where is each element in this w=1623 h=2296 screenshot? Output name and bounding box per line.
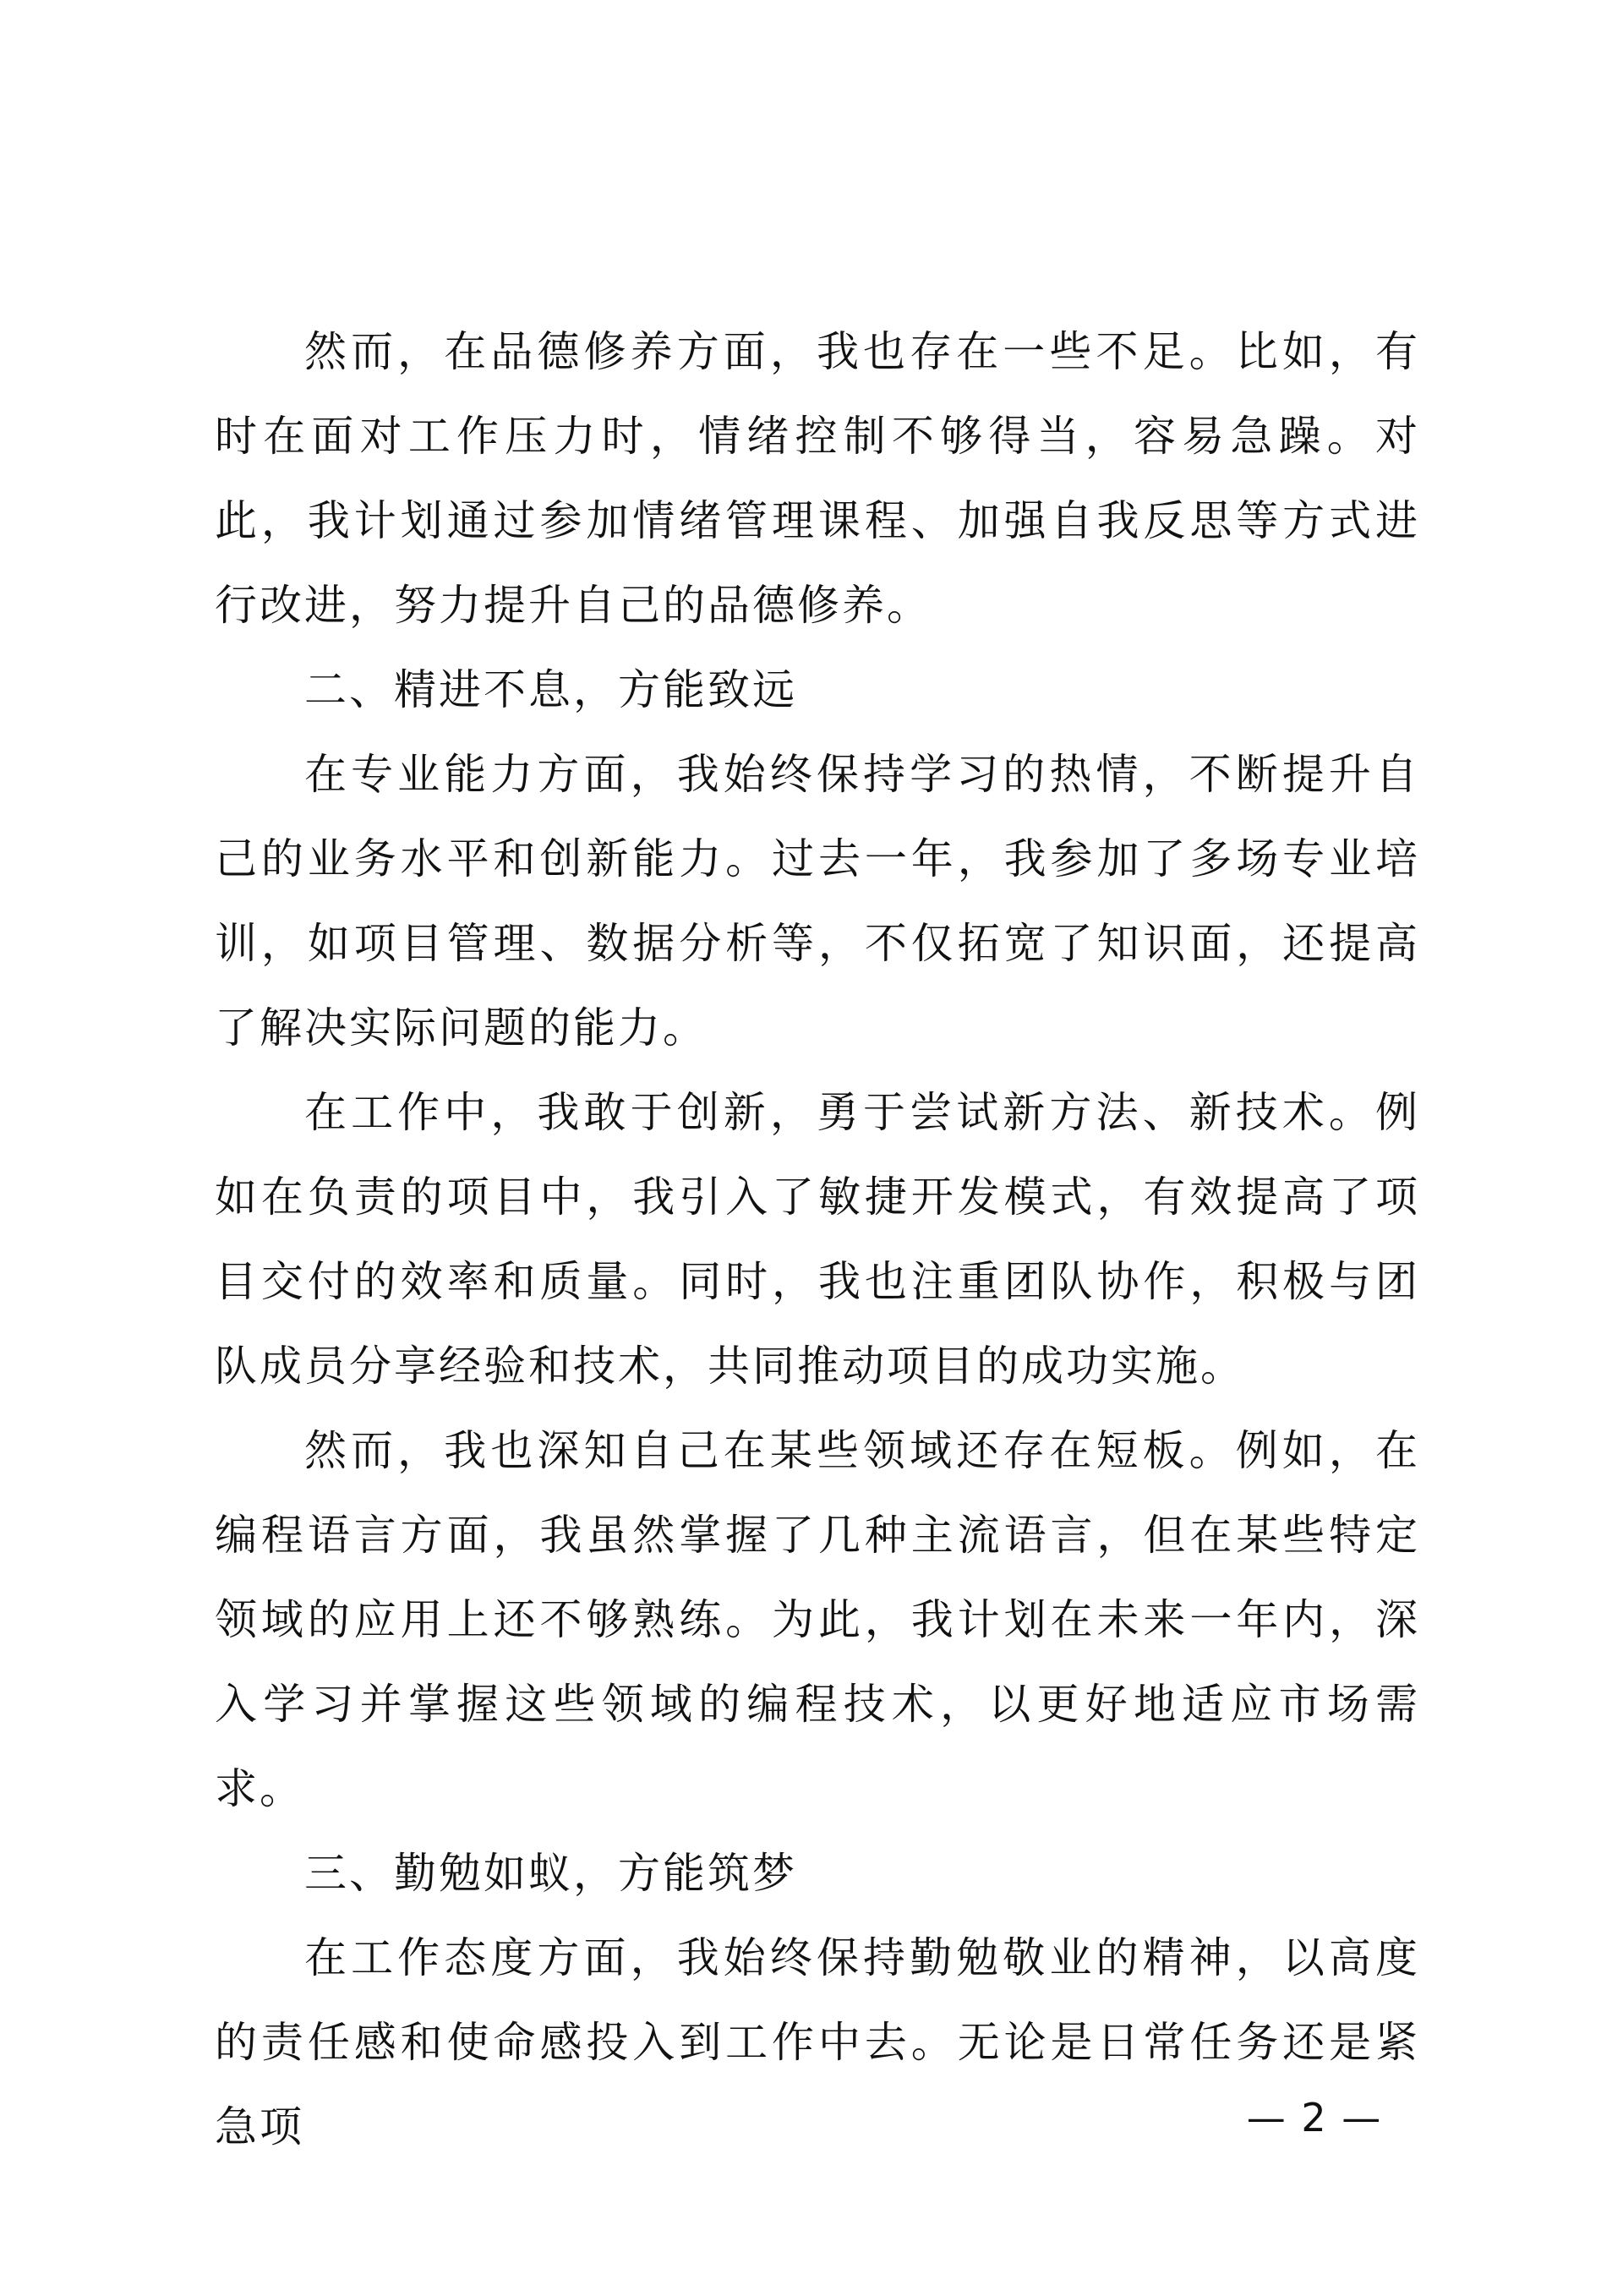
paragraph-skill-gaps: 然而，我也深知自己在某些领域还存在短板。例如，在编程语言方面，我虽然掌握了几种主流语言，但在某些特定领域的应用上还不够熟练。为此，我计划在未来一年内，深入学习并掌握这些领域的编程技术，以更好地适应市场需求。 — [215, 1426, 1420, 1813]
paragraph-character-shortcomings: 然而，在品德修养方面，我也存在一些不足。比如，有时在面对工作压力时，情绪控制不够得当，容易急躁。对此，我计划通过参加情绪管理课程、加强自我反思等方式进行改进，努力提升自己的品德修养。 — [215, 327, 1420, 630]
page-number: — 2 — — [1246, 2095, 1383, 2140]
document-body — [215, 309, 1420, 2169]
paragraph-work-attitude: 在工作态度方面，我始终保持勤勉敬业的精神，以高度的责任感和使命感投入到工作中去。无论是日常任务还是紧急项 — [215, 1933, 1420, 2151]
section-heading-two: 二、精进不息，方能致远 — [304, 665, 797, 714]
section-heading-three: 三、勤勉如蚁，方能筑梦 — [304, 1849, 797, 1898]
paragraph-innovation-at-work: 在工作中，我敢于创新，勇于尝试新方法、新技术。例如在负责的项目中，我引入了敏捷开发模式，有效提高了项目交付的效率和质量。同时，我也注重团队协作，积极与团队成员分享经验和技术，共同推动项目的成功实施。 — [215, 1088, 1420, 1391]
paragraph-professional-ability: 在专业能力方面，我始终保持学习的热情，不断提升自己的业务水平和创新能力。过去一年，我参加了多场专业培训，如项目管理、数据分析等，不仅拓宽了知识面，还提高了解决实际问题的能力。 — [215, 750, 1420, 1052]
